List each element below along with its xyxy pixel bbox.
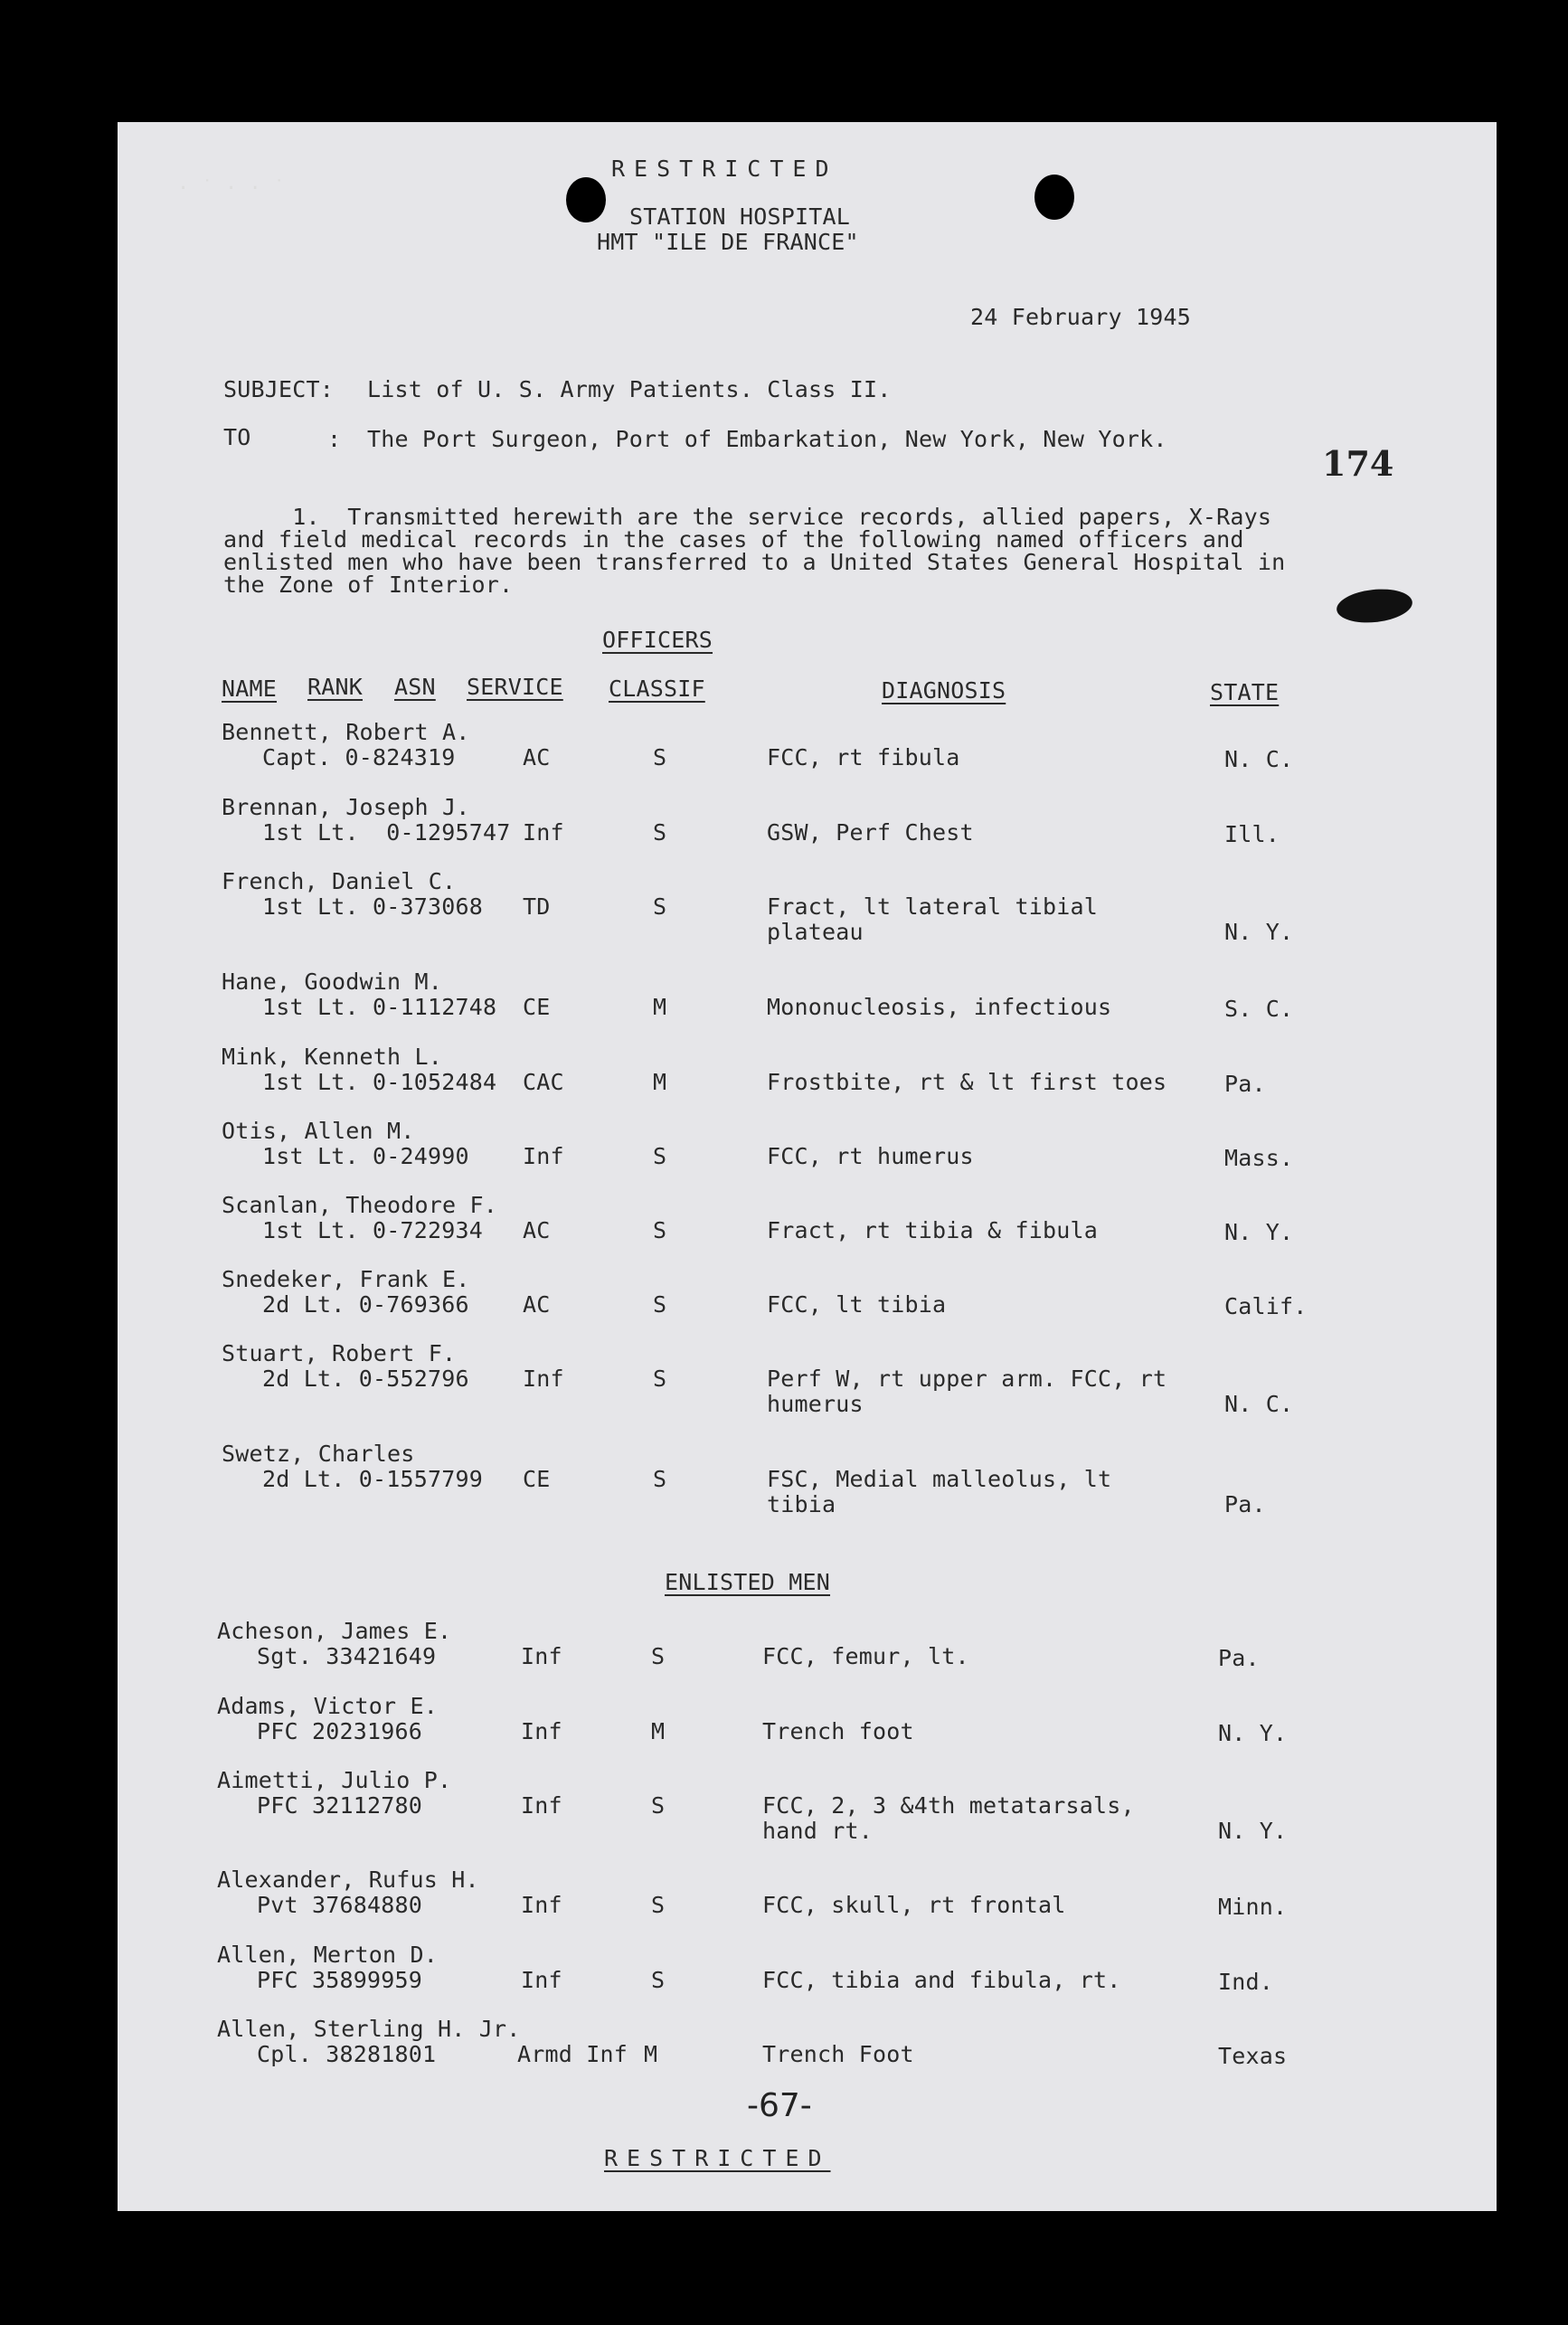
patient-diagnosis: FCC, skull, rt frontal	[762, 1892, 1066, 1918]
patient-classification: S	[653, 1366, 667, 1392]
patient-diagnosis: Trench foot	[762, 1718, 914, 1744]
officers-heading: OFFICERS	[602, 627, 713, 653]
enlisted-heading: ENLISTED MEN	[665, 1569, 831, 1595]
patient-state: N. Y.	[1218, 1720, 1288, 1746]
col-classif: CLASSIF	[609, 676, 705, 702]
patient-service: Inf	[523, 819, 564, 846]
patient-state: Ind.	[1218, 1969, 1274, 1995]
unit-name: STATION HOSPITAL	[629, 203, 851, 230]
patient-service: CAC	[523, 1069, 564, 1095]
patient-classification: S	[653, 744, 667, 770]
patient-state: Calif.	[1224, 1293, 1308, 1319]
patient-rank-asn: PFC 35899959	[257, 1967, 423, 1993]
patient-classification: S	[653, 893, 667, 920]
patient-classification: S	[651, 1792, 666, 1819]
patient-service: AC	[523, 744, 551, 770]
col-state: STATE	[1210, 679, 1280, 705]
patient-name: Mink, Kenneth L.	[222, 1044, 443, 1070]
patient-classification: S	[651, 1967, 666, 1993]
patient-diagnosis: FCC, femur, lt.	[762, 1643, 969, 1669]
subject-text: List of U. S. Army Patients. Class II.	[367, 376, 892, 402]
patient-diagnosis: FCC, 2, 3 &4th metatarsals,	[762, 1792, 1135, 1819]
patient-state: Mass.	[1224, 1145, 1294, 1171]
patient-classification: S	[651, 1892, 666, 1918]
patient-state: N. Y.	[1224, 1219, 1294, 1245]
patient-diagnosis: FCC, rt fibula	[767, 744, 960, 770]
patient-classification: M	[653, 994, 667, 1020]
col-name: NAME	[222, 676, 278, 702]
col-service: SERVICE	[467, 674, 563, 700]
subject-label: SUBJECT:	[223, 376, 335, 402]
patient-name: French, Daniel C.	[222, 868, 457, 894]
patient-state: S. C.	[1224, 996, 1294, 1022]
patient-rank-asn: 2d Lt. 0-1557799	[262, 1466, 484, 1492]
patient-name: Otis, Allen M.	[222, 1118, 415, 1144]
patient-name: Allen, Merton D.	[217, 1942, 439, 1968]
stamp-number: 174	[1322, 443, 1394, 484]
patient-service: Inf	[521, 1792, 562, 1819]
patient-classification: M	[651, 1718, 666, 1744]
patient-diagnosis: Perf W, rt upper arm. FCC, rt	[767, 1366, 1167, 1392]
patient-diagnosis: FCC, rt humerus	[767, 1143, 974, 1169]
patient-service: Inf	[521, 1643, 562, 1669]
patient-state: N. C.	[1224, 746, 1294, 772]
to-colon: :	[327, 426, 342, 452]
patient-diagnosis: Frostbite, rt & lt first toes	[767, 1069, 1167, 1095]
patient-diagnosis: GSW, Perf Chest	[767, 819, 974, 846]
memo-body-line: the Zone of Interior.	[223, 572, 514, 598]
patient-classification: S	[653, 1291, 667, 1318]
patient-diagnosis: Mononucleosis, infectious	[767, 994, 1112, 1020]
patient-name: Adams, Victor E.	[217, 1693, 439, 1719]
patient-name: Allen, Sterling H. Jr.	[217, 2016, 521, 2042]
patient-service: CE	[523, 994, 551, 1020]
patient-rank-asn: 1st Lt. 0-373068	[262, 893, 484, 920]
patient-name: Scanlan, Theodore F.	[222, 1192, 498, 1218]
page-number: -67-	[747, 2087, 812, 2124]
patient-service: AC	[523, 1217, 551, 1243]
patient-classification: S	[653, 1217, 667, 1243]
patient-rank-asn: Pvt 37684880	[257, 1892, 423, 1918]
patient-rank-asn: Cpl. 38281801	[257, 2041, 437, 2067]
patient-name: Aimetti, Julio P.	[217, 1767, 452, 1793]
col-rank: RANK	[307, 674, 364, 700]
memo-body-line: and field medical records in the cases of the following named officers and	[223, 526, 1244, 553]
patient-service: Armd Inf	[517, 2041, 628, 2067]
patient-name: Brennan, Joseph J.	[222, 794, 470, 820]
patient-rank-asn: Sgt. 33421649	[257, 1643, 437, 1669]
patient-rank-asn: Capt. 0-824319	[262, 744, 456, 770]
patient-name: Swetz, Charles	[222, 1441, 415, 1467]
patient-classification: S	[651, 1643, 666, 1669]
patient-state: N. Y.	[1218, 1818, 1288, 1844]
document-date: 24 February 1945	[970, 304, 1192, 330]
patient-service: Inf	[523, 1366, 564, 1392]
to-text: The Port Surgeon, Port of Embarkation, New York, New York.	[367, 426, 1167, 452]
memo-body-line: enlisted men who have been transferred to a United States General Hospital in	[223, 549, 1286, 575]
to-label: TO	[223, 424, 251, 450]
patient-rank-asn: 1st Lt. 0-1295747	[262, 819, 511, 846]
patient-diagnosis: Fract, rt tibia & fibula	[767, 1217, 1099, 1243]
patient-diagnosis: FCC, lt tibia	[767, 1291, 947, 1318]
col-asn: ASN	[394, 674, 436, 700]
patient-name: Stuart, Robert F.	[222, 1340, 457, 1366]
restricted-bottom: RESTRICTED	[604, 2145, 831, 2171]
patient-service: AC	[523, 1291, 551, 1318]
patient-rank-asn: 1st Lt. 0-722934	[262, 1217, 484, 1243]
patient-rank-asn: PFC 20231966	[257, 1718, 423, 1744]
patient-classification: M	[653, 1069, 667, 1095]
patient-diagnosis: FSC, Medial malleolus, lt	[767, 1466, 1112, 1492]
memo-body-line: 1. Transmitted herewith are the service records, allied papers, X-Rays	[223, 504, 1272, 530]
ship-name: HMT "ILE DE FRANCE"	[597, 229, 859, 255]
patient-rank-asn: 2d Lt. 0-769366	[262, 1291, 469, 1318]
punch-hole-right	[1034, 175, 1074, 220]
patient-classification: S	[653, 1143, 667, 1169]
patient-classification: M	[644, 2041, 658, 2067]
patient-diagnosis: tibia	[767, 1491, 836, 1517]
patient-state: Minn.	[1218, 1894, 1288, 1920]
patient-name: Alexander, Rufus H.	[217, 1867, 479, 1893]
patient-state: Texas	[1218, 2043, 1288, 2069]
patient-diagnosis: Fract, lt lateral tibial	[767, 893, 1099, 920]
patient-diagnosis: FCC, tibia and fibula, rt.	[762, 1967, 1121, 1993]
patient-service: Inf	[523, 1143, 564, 1169]
scan-noise: · ˙ · · ˙	[177, 177, 286, 200]
patient-service: Inf	[521, 1718, 562, 1744]
patient-diagnosis: Trench Foot	[762, 2041, 914, 2067]
patient-rank-asn: 1st Lt. 0-1112748	[262, 994, 497, 1020]
punch-hole-left	[566, 177, 606, 222]
patient-state: Pa.	[1224, 1071, 1266, 1097]
patient-rank-asn: 2d Lt. 0-552796	[262, 1366, 469, 1392]
patient-classification: S	[653, 1466, 667, 1492]
patient-name: Bennett, Robert A.	[222, 719, 470, 745]
patient-rank-asn: 1st Lt. 0-24990	[262, 1143, 469, 1169]
patient-diagnosis: hand rt.	[762, 1818, 874, 1844]
patient-classification: S	[653, 819, 667, 846]
patient-state: Ill.	[1224, 821, 1280, 847]
patient-state: N. C.	[1224, 1391, 1294, 1417]
patient-name: Snedeker, Frank E.	[222, 1266, 470, 1292]
patient-state: Pa.	[1218, 1645, 1260, 1671]
patient-service: Inf	[521, 1967, 562, 1993]
patient-state: N. Y.	[1224, 919, 1294, 945]
patient-service: CE	[523, 1466, 551, 1492]
patient-rank-asn: PFC 32112780	[257, 1792, 423, 1819]
restricted-top: RESTRICTED	[611, 156, 838, 182]
patient-state: Pa.	[1224, 1491, 1266, 1517]
patient-service: TD	[523, 893, 551, 920]
patient-service: Inf	[521, 1892, 562, 1918]
patient-name: Acheson, James E.	[217, 1618, 452, 1644]
patient-diagnosis: plateau	[767, 919, 864, 945]
patient-name: Hane, Goodwin M.	[222, 969, 443, 995]
patient-rank-asn: 1st Lt. 0-1052484	[262, 1069, 497, 1095]
col-diagnosis: DIAGNOSIS	[882, 677, 1006, 704]
patient-diagnosis: humerus	[767, 1391, 864, 1417]
